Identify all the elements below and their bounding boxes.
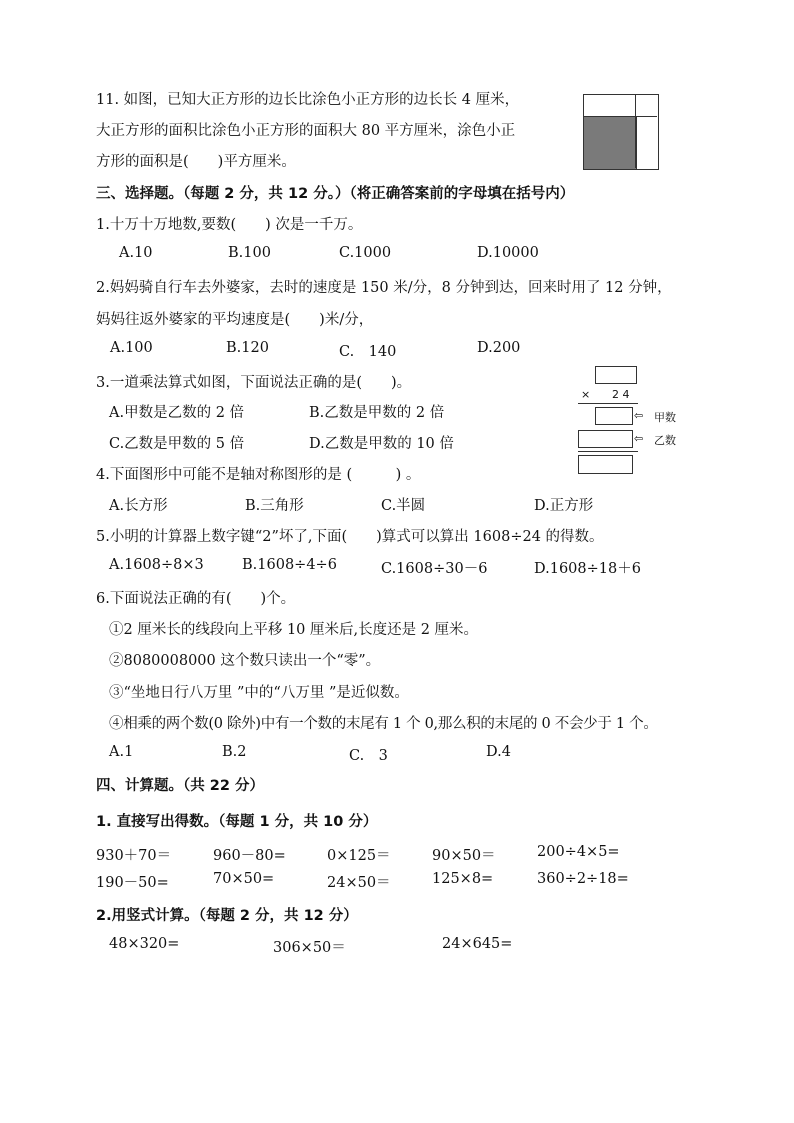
s3-q4-option-c: C.半圆 (381, 498, 426, 514)
calc-r2-c2: 70×50= (213, 871, 275, 887)
s3-q5-option-a: A.1608÷8×3 (109, 557, 204, 573)
s3-q1-option-c: C.1000 (339, 245, 392, 261)
calc-r1-c4: 90×50＝ (432, 848, 496, 864)
arrow-yi-icon: ⇦ (634, 432, 644, 445)
s3-q5-option-c: C.1608÷30－6 (381, 561, 488, 577)
multiplicand-box (595, 366, 637, 384)
s3-q4-option-d: D.正方形 (534, 498, 594, 514)
s3-q5-option-b: B.1608÷4÷6 (242, 557, 337, 573)
s3-q1-option-a: A.10 (119, 245, 153, 261)
label-jia: 甲数 (654, 411, 676, 424)
vertical-calc-3: 24×645= (442, 936, 513, 952)
calc-r1-c5: 200÷4×5= (537, 844, 620, 860)
partial-product-jia-box (595, 407, 633, 425)
calc-r2-c4: 125×8= (432, 871, 494, 887)
q11-line2: 大正方形的面积比涂色小正方形的面积大 80 平方厘米，涂色小正 (96, 123, 516, 139)
s3-q3-option-a: A.甲数是乙数的 2 倍 (109, 405, 245, 421)
s3-q4-text: 4.下面图形中可能不是轴对称图形的是 ( ) 。 (96, 467, 421, 483)
product-rule-top (578, 403, 638, 404)
vertical-calc-2: 306×50＝ (273, 940, 346, 956)
section4-part1-title: 1. 直接写出得数。（每题 1 分，共 10 分） (96, 814, 378, 830)
s3-q6-item-3: ③“坐地日行八万里 ”中的“八万里 ”是近似数。 (109, 685, 409, 701)
s3-q5-option-d: D.1608÷18＋6 (534, 561, 641, 577)
product-rule-bottom (578, 451, 638, 452)
s3-q6-item-1: ①2 厘米长的线段向上平移 10 厘米后,长度还是 2 厘米。 (109, 622, 479, 638)
q11-line1: 11. 如图，已知大正方形的边长比涂色小正方形的边长长 4 厘米， (96, 92, 520, 108)
s3-q5-text: 5.小明的计算器上数字键“2”坏了,下面( )算式可以算出 1608÷24 的得数。 (96, 529, 604, 545)
multiplier-digits: 2 4 (612, 388, 630, 401)
s3-q2-option-b: B.120 (226, 340, 269, 356)
s3-q1-text: 1.十万十万地数,要数( ) 次是一千万。 (96, 217, 363, 233)
partial-product-yi-box (578, 430, 633, 448)
s3-q6-option-a: A.1 (109, 744, 134, 760)
s3-q2-line2: 妈妈往返外婆家的平均速度是( )米/分， (96, 312, 374, 328)
s3-q2-option-c: C. 140 (339, 344, 397, 360)
s3-q6-item-2: ②8080008000 这个数只读出一个“零”。 (109, 653, 381, 669)
calc-r1-c1: 930＋70＝ (96, 848, 172, 864)
s3-q3-option-d: D.乙数是甲数的 10 倍 (309, 436, 454, 452)
section4-title: 四、计算题。（共 22 分） (96, 778, 265, 794)
section3-title: 三、选择题。（每题 2 分，共 12 分。）（将正确答案前的字母填在括号内） (96, 186, 575, 202)
s3-q3-text: 3.一道乘法算式如图，下面说法正确的是( )。 (96, 375, 412, 391)
square-divider-horizontal (583, 116, 657, 117)
s3-q6-option-c: C. 3 (349, 748, 388, 764)
calc-r2-c5: 360÷2÷18= (537, 871, 629, 887)
calc-r2-c3: 24×50＝ (327, 875, 391, 891)
times-sign: × (581, 388, 591, 401)
s3-q4-option-b: B.三角形 (245, 498, 304, 514)
label-yi: 乙数 (654, 434, 676, 447)
shaded-small-square (583, 116, 637, 170)
s3-q3-option-b: B.乙数是甲数的 2 倍 (309, 405, 445, 421)
section4-part2-title: 2.用竖式计算。（每题 2 分，共 12 分） (96, 908, 358, 924)
calc-r1-c2: 960－80= (213, 848, 286, 864)
vertical-calc-1: 48×320= (109, 936, 180, 952)
s3-q6-option-b: B.2 (222, 744, 247, 760)
s3-q2-option-a: A.100 (110, 340, 153, 356)
s3-q6-option-d: D.4 (486, 744, 511, 760)
s3-q4-option-a: A.长方形 (109, 498, 168, 514)
product-box (578, 455, 633, 474)
s3-q2-option-d: D.200 (477, 340, 521, 356)
s3-q6-text: 6.下面说法正确的有( )个。 (96, 591, 296, 607)
calc-r2-c1: 190－50= (96, 875, 169, 891)
s3-q6-item-4: ④相乘的两个数(0 除外)中有一个数的末尾有 1 个 0,那么积的末尾的 0 不会少于 1 个。 (109, 716, 658, 732)
s3-q1-option-d: D.10000 (477, 245, 539, 261)
square-divider-vertical (635, 94, 636, 168)
s3-q3-option-c: C.乙数是甲数的 5 倍 (109, 436, 245, 452)
s3-q1-option-b: B.100 (228, 245, 271, 261)
q11-line3: 方形的面积是( )平方厘米。 (96, 154, 296, 170)
calc-r1-c3: 0×125＝ (327, 848, 391, 864)
arrow-jia-icon: ⇦ (634, 409, 644, 422)
s3-q2-line1: 2.妈妈骑自行车去外婆家，去时的速度是 150 米/分，8 分钟到达，回来时用了 12 分钟， (96, 280, 672, 296)
